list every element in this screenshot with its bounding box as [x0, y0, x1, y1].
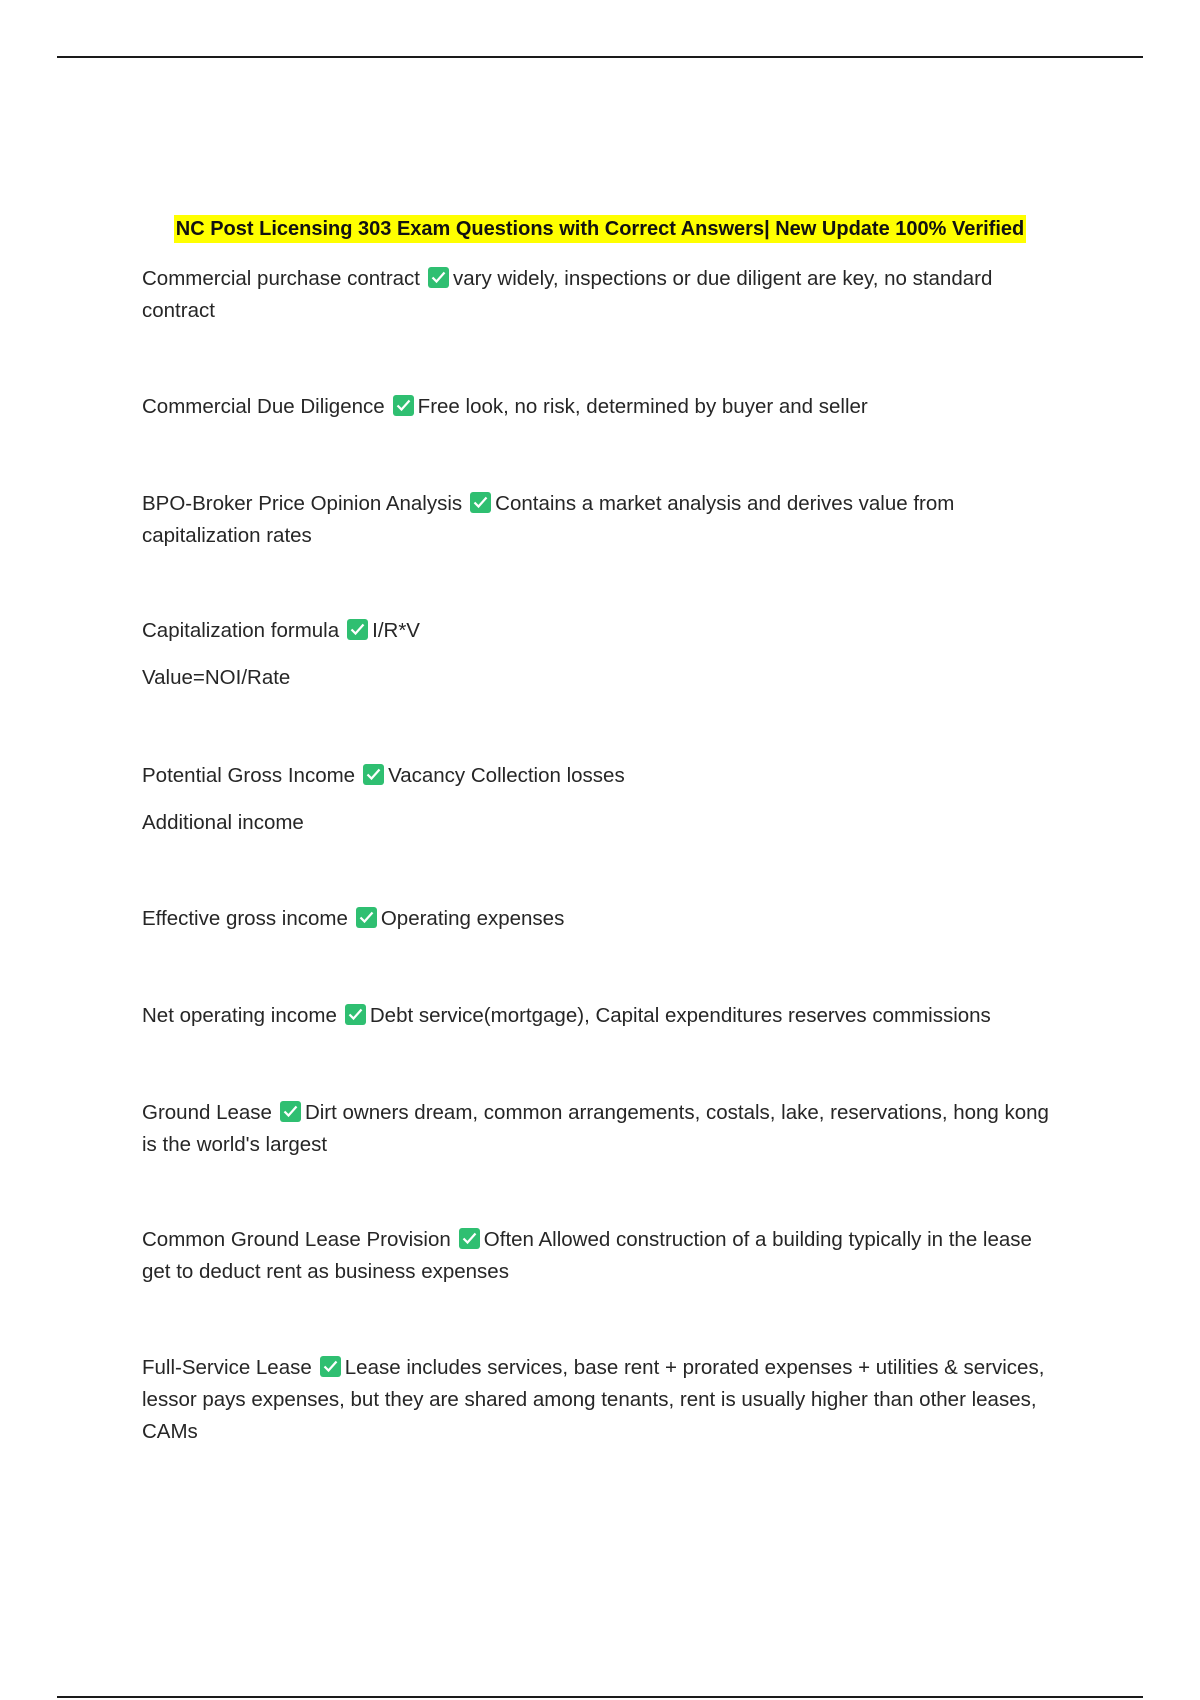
check-mark-icon [393, 395, 414, 416]
qa-line [142, 488, 1060, 552]
qa-line [142, 391, 1060, 423]
check-mark-icon [347, 619, 368, 640]
qa-line [142, 263, 1060, 327]
check-mark-icon [280, 1101, 301, 1122]
qa-answer: I/R*V [372, 619, 420, 642]
qa-term: Potential Gross Income [142, 764, 356, 787]
top-rule [57, 56, 1143, 58]
qa-term: Commercial purchase contract [142, 267, 420, 290]
qa-item-commercial-due-diligence [142, 391, 1060, 423]
qa-answer: Lease includes services, base rent + prorated expenses + utilities & services, lessor pays expenses, but they are shared among tenants, rent is usually higher than other leases, CAMs [142, 1356, 1045, 1443]
qa-answer: Dirt owners dream, common arrangements, costals, lake, reservations, hong kong is the world's largest [142, 1101, 1049, 1156]
qa-term: Capitalization formula [142, 619, 340, 642]
qa-term: Effective gross income [142, 907, 348, 930]
qa-item-effective-gross-income [142, 903, 1060, 935]
qa-item-net-operating-income [142, 1000, 1060, 1032]
qa-extra-line: Additional income [142, 811, 304, 834]
qa-term: Commercial Due Diligence [142, 395, 385, 418]
qa-item-commercial-purchase-contract [142, 263, 1060, 327]
check-mark-icon [356, 907, 377, 928]
qa-item-full-service-lease [142, 1352, 1060, 1448]
qa-extra-line: Value=NOI/Rate [142, 666, 291, 689]
qa-term: Full-Service Lease [142, 1356, 312, 1379]
qa-item-common-ground-lease-provision [142, 1224, 1060, 1288]
qa-answer: vary widely, inspections or due diligent are key, no standard contract [142, 267, 993, 322]
check-mark-icon [428, 267, 449, 288]
qa-line [142, 615, 1060, 647]
qa-line [142, 1000, 1060, 1032]
qa-term: Net operating income [142, 1004, 337, 1027]
check-mark-icon [470, 492, 491, 513]
check-mark-icon [345, 1004, 366, 1025]
qa-item-capitalization-formula [142, 615, 1060, 694]
bottom-rule [57, 1696, 1143, 1698]
qa-line [142, 1352, 1060, 1448]
check-mark-icon [459, 1228, 480, 1249]
qa-line [142, 903, 1060, 935]
qa-answer: Often Allowed construction of a building typically in the lease get to deduct rent as business expenses [142, 1228, 1032, 1283]
title-container [0, 215, 1200, 243]
qa-line [142, 1224, 1060, 1288]
qa-answer: Operating expenses [380, 907, 565, 930]
qa-item-bpo-broker-price-opinion [142, 488, 1060, 552]
qa-term: Common Ground Lease Provision [142, 1228, 451, 1251]
check-mark-icon [320, 1356, 341, 1377]
qa-line [142, 760, 1060, 792]
qa-answer: Vacancy Collection losses [388, 764, 625, 787]
document-title: NC Post Licensing 303 Exam Questions with Correct Answers| New Update 100% Verified [174, 215, 1026, 243]
qa-term: Ground Lease [142, 1101, 272, 1124]
qa-line [142, 1097, 1060, 1161]
qa-answer: Free look, no risk, determined by buyer and seller [417, 395, 868, 418]
qa-item-ground-lease [142, 1097, 1060, 1161]
qa-answer: Debt service(mortgage), Capital expenditures reserves commissions [369, 1004, 991, 1027]
qa-term: BPO-Broker Price Opinion Analysis [142, 492, 463, 515]
qa-item-potential-gross-income [142, 760, 1060, 839]
qa-answer: Contains a market analysis and derives value from capitalization rates [142, 492, 955, 547]
check-mark-icon [363, 764, 384, 785]
